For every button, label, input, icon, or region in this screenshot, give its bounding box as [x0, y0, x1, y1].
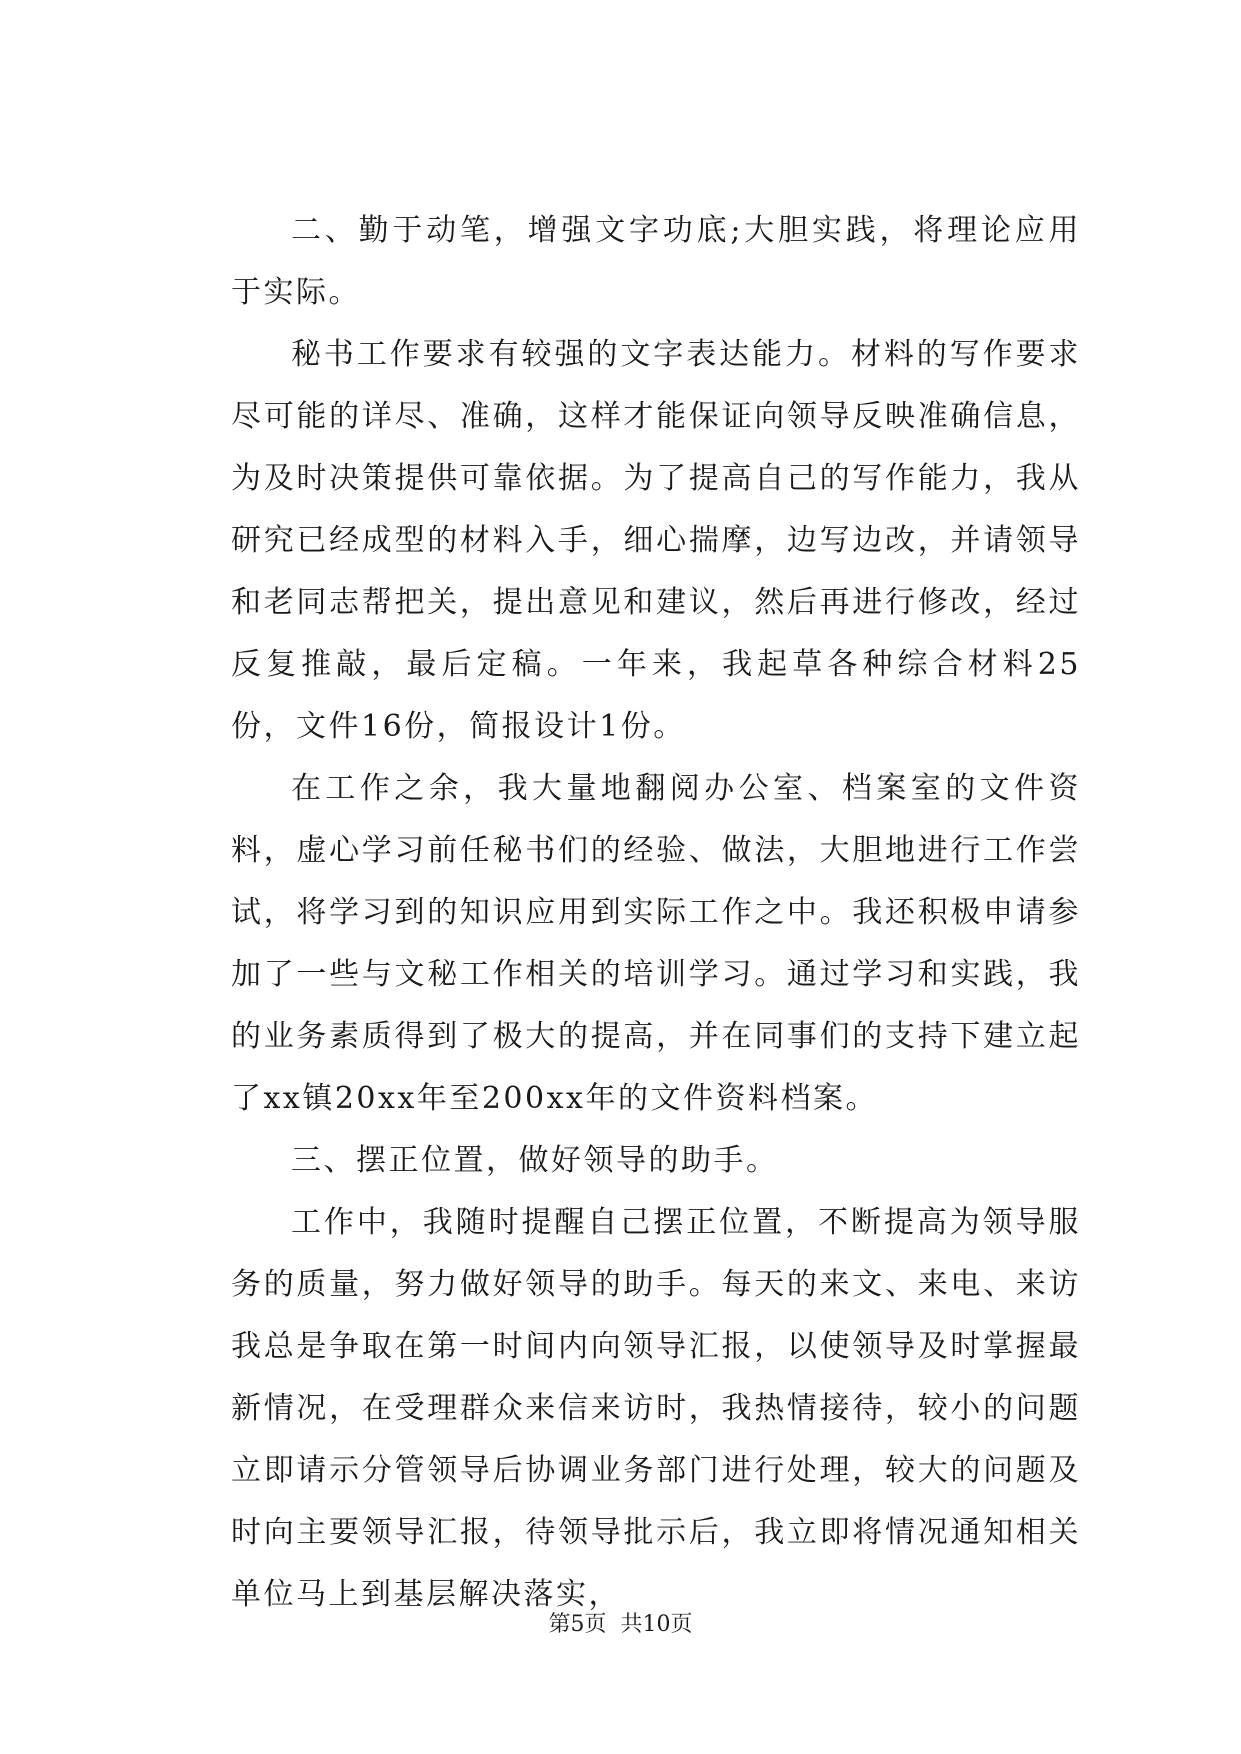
document-body [231, 200, 1081, 1626]
page-footer [0, 1610, 1241, 1640]
paragraph-practice: 在工作之余，我大量地翻阅办公室、档案室的文件资料，虚心学习前任秘书们的经验、做法，大胆地进行工作尝试，将学习到的知识应用到实际工作之中。我还积极申请参加了一些与文秘工作相关的培训学习。通过学习和实践，我的业务素质得到了极大的提高，并在同事们的支持下建立起了xx镇20xx年至200xx年的文件资料档案。 [231, 771, 1081, 1116]
section-heading-3: 三、摆正位置，做好领导的助手。 [291, 1143, 779, 1178]
paragraph-writing-ability: 秘书工作要求有较强的文字表达能力。材料的写作要求尽可能的详尽、准确，这样才能保证向领导反映准确信息，为及时决策提供可靠依据。为了提高自己的写作能力，我从研究已经成型的材料入手，细心揣摩，边写边改，并请领导和老同志帮把关，提出意见和建议，然后再进行修改，经过反复推敲，最后定稿。一年来，我起草各种综合材料25份，文件16份，简报设计1份。 [231, 337, 1081, 744]
section-heading-2: 二、勤于动笔，增强文字功底;大胆实践，将理论应用于实际。 [231, 213, 1081, 310]
page-number: 第5页 共10页 [548, 1612, 693, 1637]
paragraph-assistant: 工作中，我随时提醒自己摆正位置，不断提高为领导服务的质量，努力做好领导的助手。每天的来文、来电、来访我总是争取在第一时间内向领导汇报，以使领导及时掌握最新情况，在受理群众来信来访时，我热情接待，较小的问题立即请示分管领导后协调业务部门进行处理，较大的问题及时向主要领导汇报，待领导批示后，我立即将情况通知相关单位马上到基层解决落实， [231, 1205, 1081, 1612]
